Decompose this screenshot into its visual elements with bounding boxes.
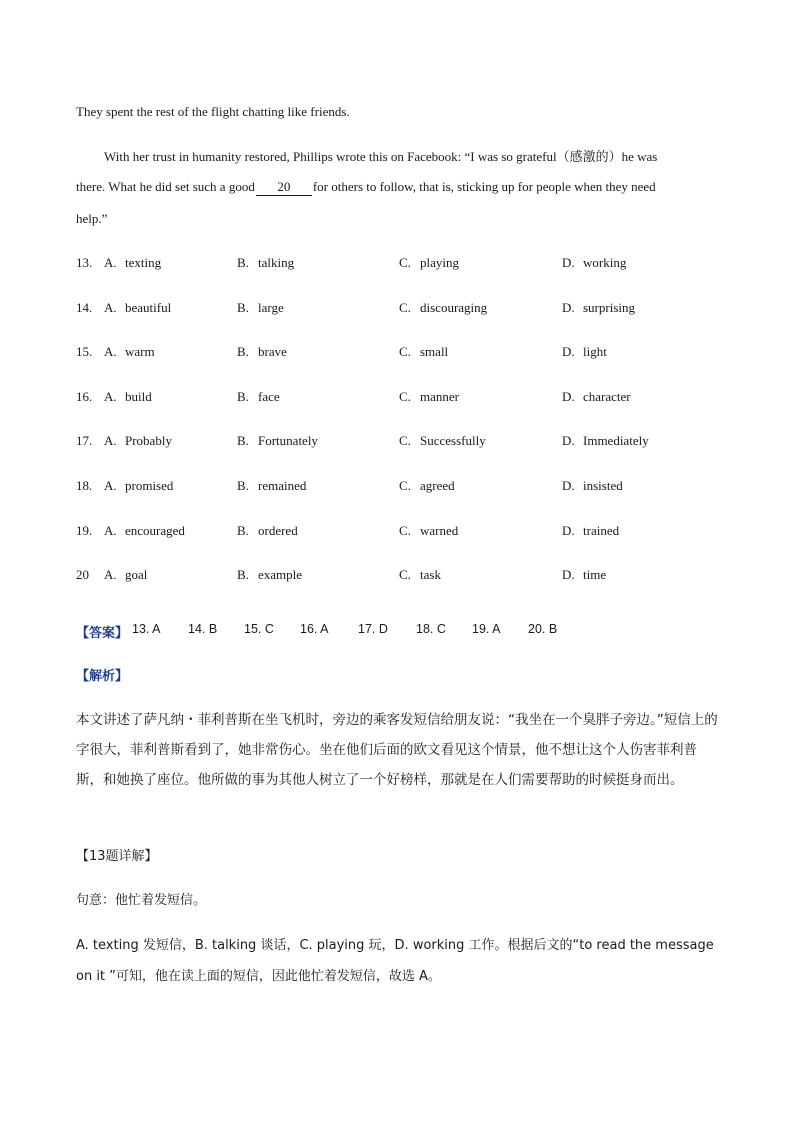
option-letter: C. xyxy=(399,523,411,538)
answer-item: 16. A xyxy=(300,622,329,636)
question-number: 20 xyxy=(76,567,89,582)
option xyxy=(104,478,173,494)
option-text: large xyxy=(258,300,284,315)
answer-label: 【答案】 xyxy=(76,626,129,641)
option-text: warm xyxy=(125,344,155,359)
option-text: talking xyxy=(258,255,295,270)
option-letter: C. xyxy=(399,389,411,404)
option-text: trained xyxy=(583,523,620,538)
option xyxy=(562,300,635,316)
option xyxy=(237,478,306,494)
option xyxy=(562,344,607,360)
answer-item: 18. C xyxy=(416,622,446,636)
option-text: playing xyxy=(420,255,459,270)
option xyxy=(399,344,448,360)
option-letter: D. xyxy=(562,255,575,270)
option xyxy=(562,255,626,271)
option xyxy=(104,567,147,583)
option xyxy=(104,523,185,539)
option-letter: C. xyxy=(399,344,411,359)
question-number: 16. xyxy=(76,389,93,404)
question-number: 13. xyxy=(76,255,93,270)
option-letter: B. xyxy=(237,300,249,315)
option-letter: D. xyxy=(562,567,575,582)
option-text: small xyxy=(420,344,449,359)
option-text: goal xyxy=(125,567,148,582)
passage-line-3-after: for others to follow, that is, sticking up for people when they need xyxy=(312,179,656,194)
option-text: Immediately xyxy=(583,433,649,448)
option-letter: B. xyxy=(237,344,249,359)
detail-13-heading: 【13题详解】 xyxy=(76,849,158,864)
option xyxy=(237,300,284,316)
option-letter: A. xyxy=(104,344,117,359)
option xyxy=(104,255,161,271)
question-number: 14. xyxy=(76,300,93,315)
question-number: 18. xyxy=(76,478,93,493)
option xyxy=(562,433,649,449)
detail-13-meaning: 句意：他忙着发短信。 xyxy=(76,893,207,908)
question-number: 19. xyxy=(76,523,93,538)
option-text: warned xyxy=(420,523,459,538)
option-text: example xyxy=(258,567,303,582)
option-letter: D. xyxy=(562,300,575,315)
option-text: task xyxy=(420,567,441,582)
option-text: remained xyxy=(258,478,307,493)
option-text: Fortunately xyxy=(258,433,318,448)
option xyxy=(237,433,318,449)
option xyxy=(399,300,487,316)
passage-line-4: help.” xyxy=(76,211,108,226)
answer-item: 17. D xyxy=(358,622,388,636)
question-row xyxy=(76,389,716,405)
question-number: 17. xyxy=(76,433,93,448)
option xyxy=(399,389,459,405)
option-letter: C. xyxy=(399,567,411,582)
answer-item: 15. C xyxy=(244,622,274,636)
option-text: insisted xyxy=(583,478,623,493)
option-text: face xyxy=(258,389,280,404)
option-text: ordered xyxy=(258,523,298,538)
option xyxy=(399,255,459,271)
option xyxy=(237,344,287,360)
option-letter: A. xyxy=(104,567,117,582)
option-text: encouraged xyxy=(125,523,185,538)
option-letter: C. xyxy=(399,478,411,493)
option xyxy=(237,255,294,271)
option-letter: B. xyxy=(237,433,249,448)
option-letter: A. xyxy=(104,478,117,493)
passage-line-3 xyxy=(76,179,656,196)
option-letter: C. xyxy=(399,433,411,448)
option-letter: D. xyxy=(562,389,575,404)
option-letter: A. xyxy=(104,255,117,270)
option-letter: A. xyxy=(104,523,117,538)
option xyxy=(399,478,455,494)
detail-13-explain-line-1: A. texting 发短信，B. talking 谈话，C. playing 玩，D. working 工作。根据后文的“to read the message xyxy=(76,938,714,953)
option xyxy=(104,433,172,449)
answer-item: 14. B xyxy=(188,622,218,636)
option-text: promised xyxy=(125,478,174,493)
question-row xyxy=(76,255,716,271)
question-number: 15. xyxy=(76,344,93,359)
option xyxy=(104,344,155,360)
option-text: light xyxy=(583,344,607,359)
option xyxy=(562,478,623,494)
option-text: brave xyxy=(258,344,287,359)
option-letter: B. xyxy=(237,567,249,582)
option-letter: B. xyxy=(237,523,249,538)
option-text: texting xyxy=(125,255,162,270)
option-letter: D. xyxy=(562,478,575,493)
option-text: manner xyxy=(420,389,459,404)
option xyxy=(237,567,302,583)
question-row xyxy=(76,523,716,539)
option xyxy=(237,523,298,539)
option-letter: D. xyxy=(562,523,575,538)
option-text: surprising xyxy=(583,300,635,315)
option xyxy=(562,523,619,539)
option-letter: A. xyxy=(104,433,117,448)
option-text: Successfully xyxy=(420,433,486,448)
question-row xyxy=(76,433,716,449)
answer-item: 13. A xyxy=(132,622,161,636)
option xyxy=(562,389,631,405)
option-text: time xyxy=(583,567,607,582)
option-text: character xyxy=(583,389,631,404)
option-text: working xyxy=(583,255,627,270)
option-text: build xyxy=(125,389,152,404)
analysis-text: 本文讲述了萨凡纳・菲利普斯在坐飞机时，旁边的乘客发短信给朋友说：“我坐在一个臭胖子旁边。”短信上的字很大，菲利普斯看到了，她非常伤心。坐在他们后面的欧文看见这个情景，他不想让这个人伤害菲利普斯，和她换了座位。他所做的事为其他人树立了一个好榜样，那就是在人们需要帮助的时候挺身而出。 xyxy=(76,712,718,788)
option-letter: B. xyxy=(237,255,249,270)
option xyxy=(562,567,606,583)
question-row xyxy=(76,300,716,316)
option-text: Probably xyxy=(125,433,172,448)
option-letter: D. xyxy=(562,433,575,448)
option xyxy=(237,389,280,405)
option-letter: A. xyxy=(104,389,117,404)
passage-line-2: With her trust in humanity restored, Phillips wrote this on Facebook: “I was so grateful（感激的）he was xyxy=(104,149,658,164)
answer-item: 19. A xyxy=(472,622,501,636)
option xyxy=(399,523,458,539)
option-text: beautiful xyxy=(125,300,172,315)
option-letter: D. xyxy=(562,344,575,359)
option-letter: B. xyxy=(237,389,249,404)
analysis-label: 【解析】 xyxy=(76,669,129,684)
question-row xyxy=(76,567,716,583)
option-text: discouraging xyxy=(420,300,488,315)
detail-13-explain-line-2: on it ”可知，他在读上面的短信，因此他忙着发短信，故选 A。 xyxy=(76,969,441,984)
option-text: agreed xyxy=(420,478,455,493)
question-row xyxy=(76,344,716,360)
option xyxy=(104,300,171,316)
answer-item: 20. B xyxy=(528,622,558,636)
option-letter: C. xyxy=(399,255,411,270)
option xyxy=(104,389,152,405)
option xyxy=(399,433,486,449)
question-row xyxy=(76,478,716,494)
option-letter: A. xyxy=(104,300,117,315)
passage-line-3-before: there. What he did set such a good xyxy=(76,179,255,194)
blank-20: 20 xyxy=(256,179,312,196)
option-letter: B. xyxy=(237,478,249,493)
option-letter: C. xyxy=(399,300,411,315)
option xyxy=(399,567,441,583)
passage-line-1: They spent the rest of the flight chatting like friends. xyxy=(76,104,350,119)
